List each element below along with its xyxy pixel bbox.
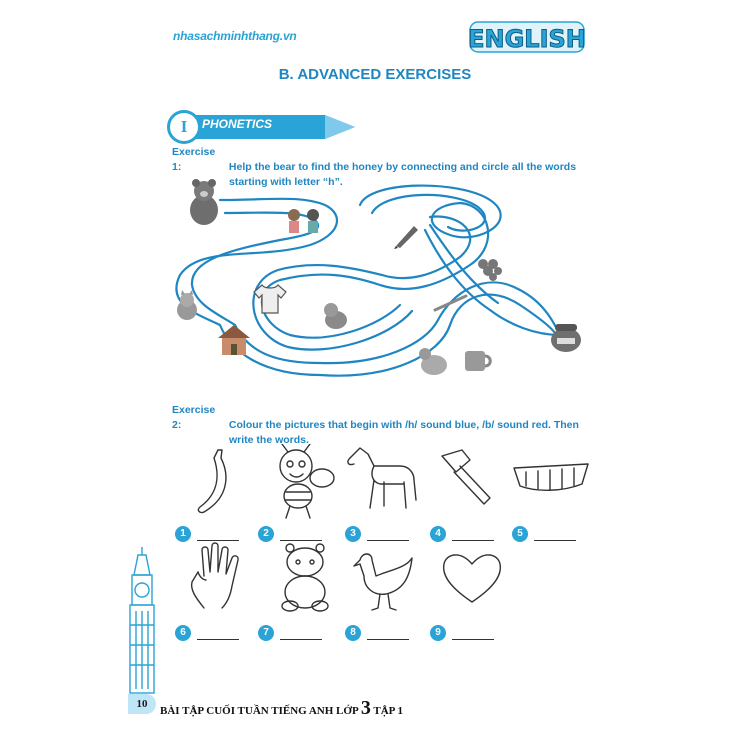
answer-line[interactable] — [452, 540, 494, 541]
exercise-1-line2: starting with letter “h”. — [229, 176, 343, 188]
hammer-picture — [436, 446, 498, 508]
answer-number: 1 — [175, 526, 191, 542]
pencil-picture — [392, 220, 420, 250]
horse-picture — [344, 444, 420, 512]
english-logo — [468, 18, 588, 58]
site-url: nhasachminhthang.vn — [173, 29, 297, 43]
page-number: 10 — [128, 694, 156, 714]
grade-number: 3 — [360, 697, 371, 719]
answer-1[interactable] — [175, 526, 191, 542]
book-title — [160, 697, 403, 720]
exercise-2-label: Exercise 2: — [172, 404, 216, 431]
answer-number: 4 — [430, 526, 446, 542]
house-picture — [215, 322, 253, 358]
shirt-picture — [252, 282, 288, 316]
heart-picture — [440, 550, 504, 606]
phonetics-label: PHONETICS — [202, 117, 273, 131]
answer-number: 7 — [258, 625, 274, 641]
answer-line[interactable] — [452, 639, 494, 640]
answer-line[interactable] — [280, 639, 322, 640]
children-picture — [283, 207, 325, 241]
honey-pot-picture — [548, 316, 584, 354]
book-title-volume: TẬP 1 — [370, 705, 404, 717]
answer-line[interactable] — [534, 540, 576, 541]
stick-picture — [432, 292, 470, 314]
section-title: B. ADVANCED EXERCISES — [278, 66, 472, 83]
answer-6[interactable] — [175, 625, 191, 641]
dog-picture — [320, 300, 350, 332]
big-ben-icon — [118, 545, 166, 695]
answer-number: 2 — [258, 526, 274, 542]
answer-number: 5 — [512, 526, 528, 542]
answer-9[interactable] — [430, 625, 446, 641]
hand-picture — [186, 542, 242, 612]
hippo-picture — [272, 540, 338, 614]
banana-picture — [190, 446, 240, 516]
section-number: I — [167, 110, 201, 144]
answer-number: 8 — [345, 625, 361, 641]
answer-number: 3 — [345, 526, 361, 542]
boat-picture — [512, 458, 590, 498]
answer-4[interactable] — [430, 526, 446, 542]
answer-8[interactable] — [345, 625, 361, 641]
exercise-1-line1: Help the bear to find the honey by connecting and circle all the words — [228, 161, 577, 173]
mug-picture — [462, 347, 494, 375]
grapes-picture — [474, 254, 504, 284]
hen-picture — [416, 343, 452, 379]
bear-picture — [184, 178, 224, 226]
cat-picture — [172, 290, 202, 322]
answer-line[interactable] — [367, 540, 409, 541]
answer-3[interactable] — [345, 526, 361, 542]
answer-number: 6 — [175, 625, 191, 641]
logo-text: ENGLISH — [468, 25, 586, 53]
book-title-lop: LỚP — [336, 705, 361, 717]
answer-line[interactable] — [367, 639, 409, 640]
hen-outline-picture — [350, 546, 416, 612]
exercise-2-instruction — [172, 403, 602, 448]
answer-line[interactable] — [197, 540, 239, 541]
exercise-2-line1: Colour the pictures that begin with /h/ sound blue, /b/ sound red. Then — [228, 419, 579, 431]
bee-picture — [266, 444, 338, 520]
book-title-main: BÀI TẬP CUỐI TUẦN TIẾNG ANH — [160, 705, 337, 717]
answer-5[interactable] — [512, 526, 528, 542]
answer-7[interactable] — [258, 625, 274, 641]
answer-line[interactable] — [197, 639, 239, 640]
exercise-2-line2: write the words. — [229, 434, 309, 446]
exercise-1-label: Exercise 1: — [172, 146, 216, 173]
answer-number: 9 — [430, 625, 446, 641]
